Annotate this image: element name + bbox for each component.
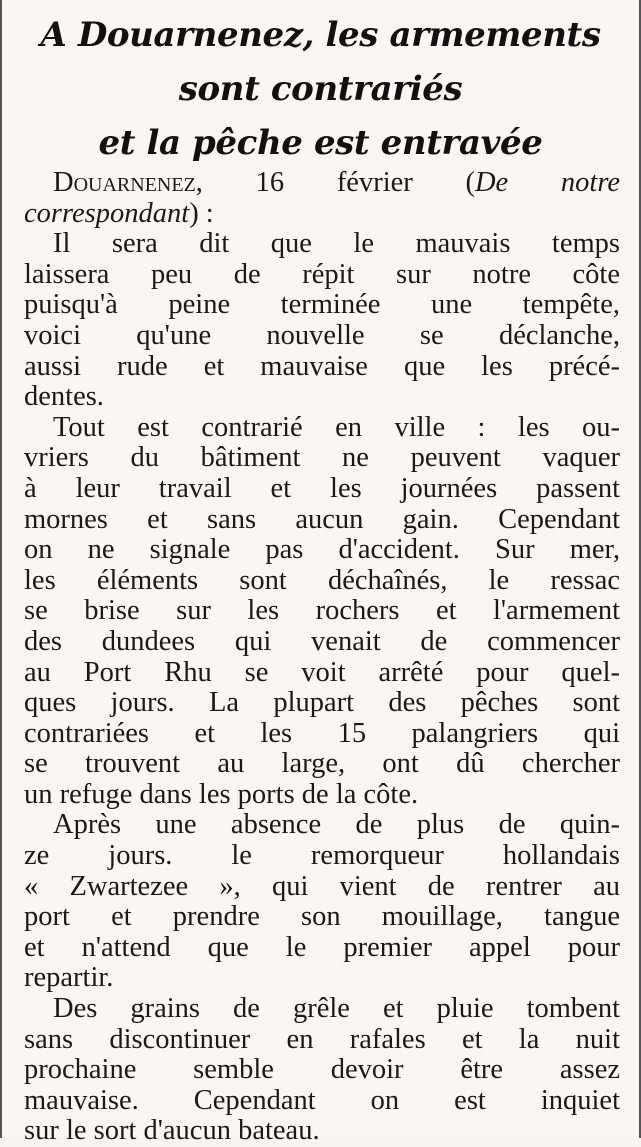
paragraph-line: des dundees qui venait de commencer	[24, 625, 620, 657]
headline-line: et la pêche est entravée	[98, 123, 543, 163]
paragraph-line: et n'attend que le premier appel pour	[24, 931, 620, 963]
paragraph-line: contrariées et les 15 palangriers qui	[24, 717, 620, 749]
paragraph-line: Des grains de grêle et pluie tombent	[53, 993, 620, 1025]
paragraph-line: Tout est contrarié en ville : les ou-	[53, 411, 620, 443]
paragraph-line: vriers du bâtiment ne peuvent vaquer	[24, 442, 620, 474]
paragraph-line: sur le sort d'aucun bateau.	[24, 1115, 320, 1147]
paragraph-line: « Zwartezee », qui vient de rentrer au	[24, 870, 620, 902]
paragraph-line: mauvaise. Cependant on est inquiet	[24, 1084, 620, 1116]
paragraph-line: au Port Rhu se voit arrêté pour quel-	[24, 656, 620, 688]
paragraph-line: sans discontinuer en rafales et la nuit	[24, 1023, 620, 1055]
dateline-source: correspondant	[24, 197, 190, 229]
paragraph-line: voici qu'une nouvelle se déclanche,	[24, 319, 620, 351]
paragraph-line: mornes et sans aucun gain. Cependant	[24, 503, 620, 535]
paragraph-line: Il sera dit que le mauvais temps	[53, 228, 620, 260]
paragraph-line: repartir.	[24, 962, 114, 994]
paragraph-line: aussi rude et mauvaise que les précé-	[24, 350, 620, 382]
paragraph-line: dentes.	[24, 381, 104, 413]
article-headline	[2, 8, 639, 170]
paragraph-line: Après une absence de plus de quin-	[53, 809, 620, 841]
paragraph-line: un refuge dans les ports de la côte.	[24, 778, 419, 810]
article-body	[24, 168, 620, 1147]
paragraph-line: les éléments sont déchaînés, le ressac	[24, 564, 620, 596]
paragraph-line: prochaine semble devoir être assez	[24, 1054, 620, 1086]
dateline-close: ) :	[189, 197, 214, 229]
dateline-place: Douarnenez,	[53, 167, 203, 198]
headline-line: sont contrariés	[178, 69, 463, 109]
paragraph-line: laissera peu de répit sur notre côte	[24, 258, 620, 290]
dateline-date: 16 février	[255, 167, 413, 198]
paragraph-line: se trouvent au large, ont dû chercher	[24, 748, 620, 780]
paragraph-line: ques jours. La plupart des pêches sont	[24, 687, 620, 719]
dateline-paren: (	[465, 167, 475, 198]
paragraph-line: à leur travail et les journées passent	[24, 472, 620, 504]
dateline-line	[24, 168, 620, 199]
headline-line: A Douarnenez, les armements	[40, 15, 601, 55]
paragraph-line: puisqu'à peine terminée une tempête,	[24, 289, 620, 321]
paragraph-line: ze jours. le remorqueur hollandais	[24, 840, 620, 872]
dateline-source: De notre	[474, 167, 620, 198]
paragraph-line: port et prendre son mouillage, tangue	[24, 901, 620, 933]
dateline-line	[24, 199, 620, 230]
paragraph-line: se brise sur les rochers et l'armement	[24, 595, 620, 627]
paragraph-line: on ne signale pas d'accident. Sur mer,	[24, 534, 620, 566]
